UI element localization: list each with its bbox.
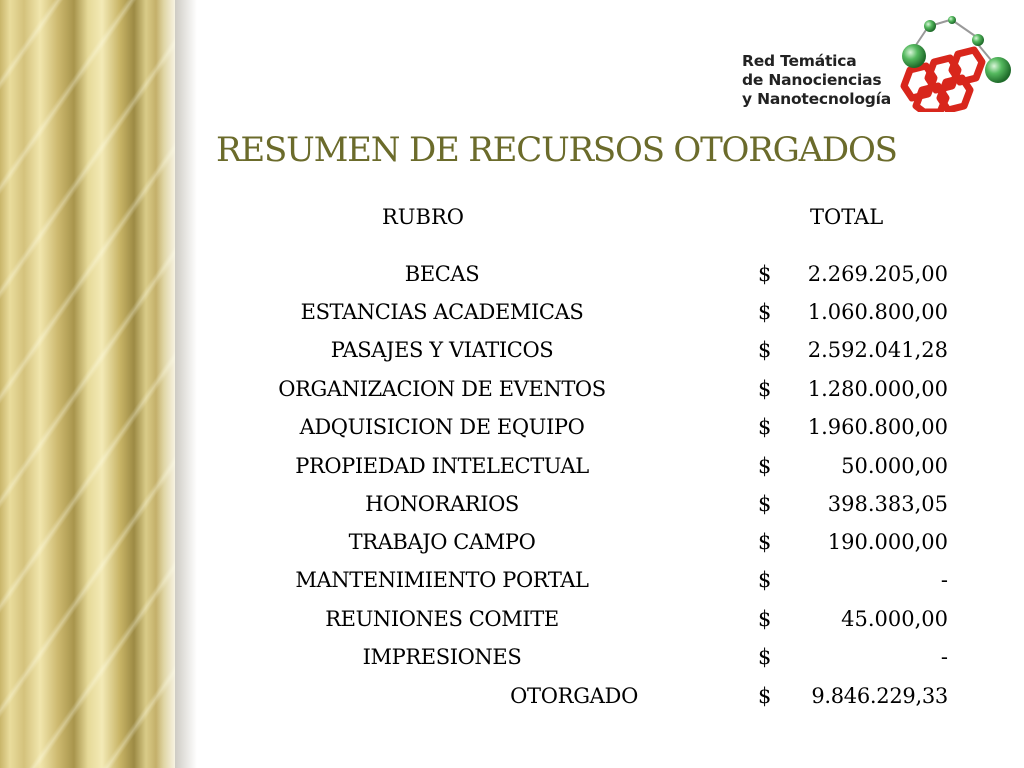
row-currency: $	[758, 492, 772, 516]
row-total: 45.000,00	[841, 607, 948, 631]
row-total: 1.960.800,00	[807, 415, 948, 439]
row-currency: $	[758, 415, 772, 439]
row-rubro: PROPIEDAD INTELECTUAL	[295, 454, 589, 478]
row-total: 398.383,05	[827, 492, 948, 516]
row-currency: $	[758, 262, 772, 286]
table-row	[240, 645, 960, 683]
row-total: -	[940, 568, 948, 592]
row-total: 2.592.041,28	[807, 338, 948, 362]
row-total: 1.280.000,00	[807, 377, 948, 401]
logo-line: y Nanotecnología	[742, 90, 892, 108]
row-rubro: BECAS	[404, 262, 480, 286]
row-rubro: TRABAJO CAMPO	[348, 530, 536, 554]
row-currency: $	[758, 338, 772, 362]
table-row	[240, 377, 960, 415]
page-title: RESUMEN DE RECURSOS OTORGADOS	[216, 130, 897, 170]
row-rubro: REUNIONES COMITE	[325, 607, 559, 631]
row-currency: $	[758, 607, 772, 631]
table-row	[240, 568, 960, 606]
row-total: -	[940, 645, 948, 669]
row-total: 2.269.205,00	[807, 262, 948, 286]
table-row	[240, 530, 960, 568]
row-rubro: ESTANCIAS ACADEMICAS	[300, 300, 584, 324]
row-currency: $	[758, 568, 772, 592]
row-total: 1.060.800,00	[807, 300, 948, 324]
row-rubro: MANTENIMIENTO PORTAL	[295, 568, 589, 592]
logo-line: Red Temática	[742, 52, 857, 70]
row-rubro: HONORARIOS	[365, 492, 519, 516]
row-total: 50.000,00	[841, 454, 948, 478]
table-row	[240, 300, 960, 338]
row-currency: $	[758, 300, 772, 324]
total-amount: 9.846.229,33	[811, 684, 948, 708]
table-row	[240, 415, 960, 453]
total-row	[240, 684, 960, 722]
table-row	[240, 454, 960, 492]
table-row	[240, 492, 960, 530]
table-row	[240, 338, 960, 376]
row-rubro: IMPRESIONES	[362, 645, 522, 669]
total-label: OTORGADO	[510, 684, 638, 708]
row-rubro: ADQUISICION DE EQUIPO	[299, 415, 585, 439]
logo-line: de Nanociencias	[742, 71, 882, 89]
column-header-total: TOTAL	[810, 205, 884, 229]
row-currency: $	[758, 377, 772, 401]
row-rubro: ORGANIZACION DE EVENTOS	[278, 377, 606, 401]
column-header-rubro: RUBRO	[382, 205, 464, 229]
row-rubro: PASAJES Y VIATICOS	[330, 338, 554, 362]
row-currency: $	[758, 530, 772, 554]
row-total: 190.000,00	[827, 530, 948, 554]
row-currency: $	[758, 645, 772, 669]
table-row	[240, 262, 960, 300]
total-currency: $	[758, 684, 772, 708]
table-row	[240, 607, 960, 645]
row-currency: $	[758, 454, 772, 478]
